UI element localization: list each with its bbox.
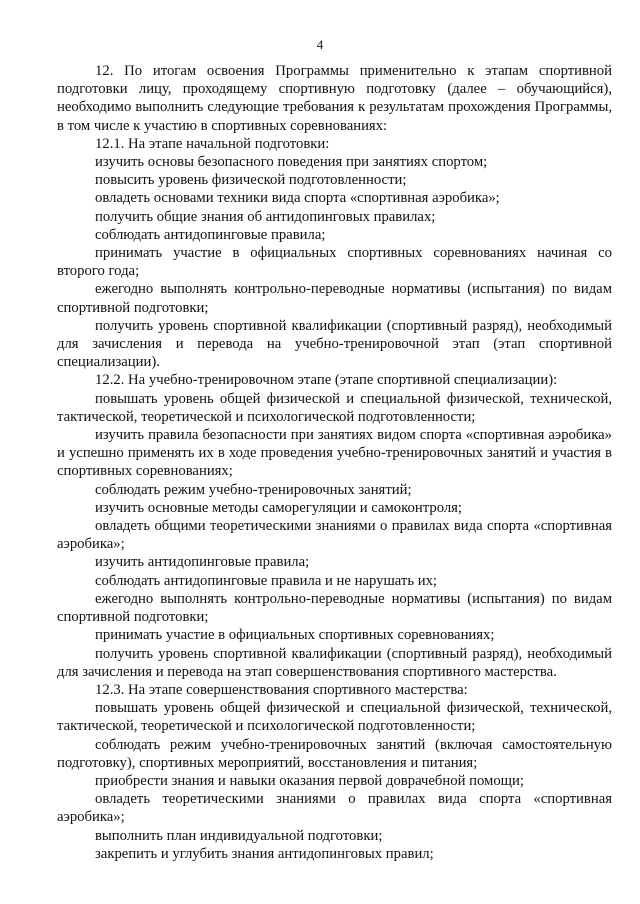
list-item: овладеть основами техники вида спорта «спортивная аэробика»; [95, 190, 500, 207]
list-item: получить общие знания об антидопинговых правилах; [95, 208, 436, 225]
list-item: изучить антидопинговые правила; [95, 554, 310, 571]
list-item: соблюдать режим учебно-тренировочных занятий (включая самостоятельную подготовку), спортивных мероприятий, восстановления и питания; [57, 736, 612, 771]
list-item: получить уровень спортивной квалификации (спортивный разряд), необходимый для зачисления и перевода на учебно-тренировочной этап (этап спортивной специализации). [57, 317, 612, 371]
list-item: соблюдать антидопинговые правила; [95, 226, 326, 243]
list-item: принимать участие в официальных спортивных соревнованиях начиная со второго года; [57, 245, 612, 280]
document-body [57, 62, 612, 863]
list-item: ежегодно выполнять контрольно-переводные нормативы (испытания) по видам спортивной подготовки; [57, 590, 612, 626]
list-item: овладеть общими теоретическими знаниями о правилах вида спорта «спортивная аэробика»; [57, 518, 612, 553]
list-item: получить уровень спортивной квалификации (спортивный разряд), необходимый для зачисления и перевода на этап совершенствования спортивного мастерства. [57, 645, 612, 680]
list-item: соблюдать антидопинговые правила и не нарушать их; [95, 572, 437, 589]
page-number: 4 [316, 37, 324, 52]
list-item: изучить основные методы саморегуляции и самоконтроля; [95, 499, 463, 516]
list-item: выполнить план индивидуальной подготовки; [95, 827, 383, 844]
list-item: соблюдать режим учебно-тренировочных занятий; [95, 481, 412, 498]
list-item: принимать участие в официальных спортивных соревнованиях; [95, 627, 495, 644]
paragraph-12-intro: 12. По итогам освоения Программы применительно к этапам спортивной подготовки лицу, проходящему спортивную подготовку (далее – обучающийся), необходимо выполнить следующие требования к результатам прохождения Программы, в том числе к участию в спортивных соревнованиях: [57, 63, 612, 134]
list-item: приобрести знания и навыки оказания первой доврачебной помощи; [95, 772, 524, 789]
list-item: повысить уровень физической подготовленности; [95, 172, 407, 189]
list-item: изучить основы безопасного поведения при занятиях спортом; [95, 154, 488, 171]
list-item: изучить правила безопасности при занятиях видом спорта «спортивная аэробика» и успешно применять их в ходе проведения учебно-тренировочных занятий и участия в спортивных соревнованиях; [57, 427, 612, 480]
list-item: повышать уровень общей физической и специальной физической, технической, тактической, теоретической и психологической подготовленности; [57, 390, 612, 425]
section-12-1-heading: 12.1. На этапе начальной подготовки: [95, 135, 330, 152]
section-12-2-heading: 12.2. На учебно-тренировочном этапе (этапе спортивной специализации): [95, 372, 558, 389]
list-item: повышать уровень общей физической и специальной физической, технической, тактической, теоретической и психологической подготовленности; [57, 700, 612, 735]
section-12-3-heading: 12.3. На этапе совершенствования спортивного мастерства: [95, 681, 468, 698]
list-item: закрепить и углубить знания антидопинговых правил; [95, 845, 434, 862]
list-item: овладеть теоретическими знаниями о правилах вида спорта «спортивная аэробика»; [57, 791, 612, 826]
list-item: ежегодно выполнять контрольно-переводные нормативы (испытания) по видам спортивной подготовки; [57, 281, 612, 316]
